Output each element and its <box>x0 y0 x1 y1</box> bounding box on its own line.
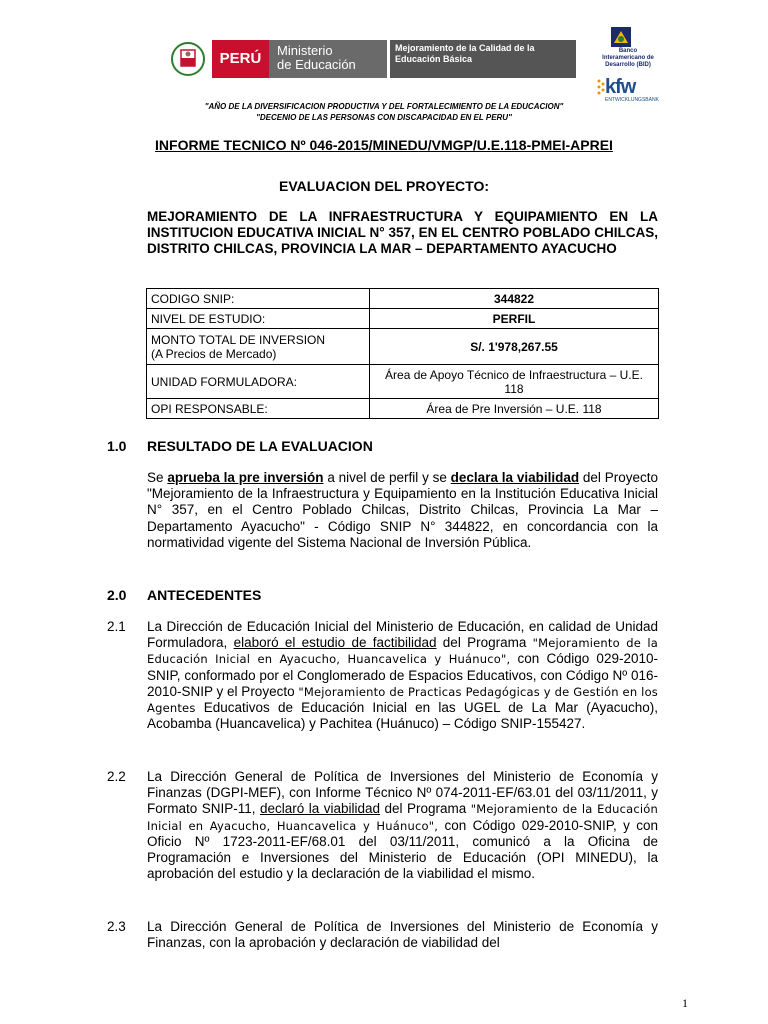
text-run: Educativos de Educación Inicial en las UGEL de La Mar (Ayacucho), Acobamba (Huancavelica) y Pachitea (Huánuco) – Código SNIP-155427. <box>147 700 658 732</box>
text-run: La Dirección de Educación Inicial del Ministerio de Educación, en calidad de Unidad Formuladora, <box>147 619 658 651</box>
unidad-value: Área de Apoyo Técnico de Infraestructura – U.E. 118 <box>370 365 659 399</box>
bid-text: Banco Interamericano de Desarrollo (BID) <box>602 48 654 68</box>
text-run: del Programa <box>380 801 471 817</box>
ministry-name <box>277 44 356 72</box>
ministry-line2: de Educación <box>277 57 356 72</box>
opi-value: Área de Pre Inversión – U.E. 118 <box>370 399 659 419</box>
codigo-label: CODIGO SNIP: <box>147 289 370 309</box>
peru-crest-icon <box>170 40 206 78</box>
nivel-label: NIVEL DE ESTUDIO: <box>147 309 370 329</box>
project-info-table <box>146 288 659 419</box>
page-number: 1 <box>682 996 688 1010</box>
section1-title: RESULTADO DE LA EVALUACION <box>147 438 373 454</box>
monto-label <box>147 329 370 365</box>
program-box: Mejoramiento de la Calidad de la Educación Básica <box>390 40 576 78</box>
text-run: Se <box>147 470 168 485</box>
monto-label-text: MONTO TOTAL DE INVERSION <box>151 332 326 347</box>
item-2-3-paragraph: La Dirección General de Política de Inversiones del Ministerio de Economía y Finanzas, con la aprobación y declaración de viabilidad del <box>147 919 658 951</box>
program-quote: "Mejoramiento de la Educación Inicial en Ayacucho, Huancavelica y Huánuco", <box>147 802 658 833</box>
monto-value: S/. 1'978,267.55 <box>370 329 659 365</box>
project-name: MEJORAMIENTO DE LA INFRAESTRUCTURA Y EQUIPAMIENTO EN LA INSTITUCION EDUCATIVA INICIAL N° 357, EN EL CENTRO POBLADO CHILCAS, DISTRITO CHILCAS, PROVINCIA LA MAR – DEPARTAMENTO AYACUCHO <box>147 209 658 256</box>
kfw-subtitle: ENTWICKLUNGSBANK <box>605 97 659 103</box>
project-quote: "Mejoramiento de Practicas Pedagógicas y de Gestión en los Agentes <box>147 684 658 716</box>
table-row <box>147 289 659 309</box>
item-2-1-paragraph <box>147 619 658 732</box>
table-row <box>147 399 659 419</box>
item-2-2-number: 2.2 <box>107 769 126 784</box>
project-quote: "Mejoramiento de la Infraestructura y Equipamiento en la Institución Educativa Inicial N° 357, en el Centro Poblado Chilcas, Distrito Chilcas, Provincia La Mar – Departamento Ayacucho" <box>147 486 658 534</box>
text-run: - Código SNIP N° 344822, en concordancia con la normatividad vigente del Sistema Nacional de Inversión Pública. <box>147 518 658 550</box>
factibility-text: elaboró el estudio de factibilidad <box>233 635 437 651</box>
slogan-year: "AÑO DE LA DIVERSIFICACION PRODUCTIVA Y DEL FORTALECIMIENTO DE LA EDUCACION" <box>204 102 564 111</box>
kfw-logo: kfw <box>605 76 636 98</box>
program-quote: "Mejoramiento de la Educación Inicial en Ayacucho, Huancavelica y Huánuco", <box>147 636 659 667</box>
unidad-label: UNIDAD FORMULADORA: <box>147 365 370 399</box>
evaluation-title: EVALUACION DEL PROYECTO: <box>278 178 490 194</box>
section1-number: 1.0 <box>107 438 127 454</box>
report-title: INFORME TECNICO Nº 046-2015/MINEDU/VMGP/U.E.118-PMEI-APREI <box>155 137 613 153</box>
text-run: del Programa <box>436 635 533 651</box>
section2-number: 2.0 <box>107 587 127 603</box>
bid-logo-icon <box>610 26 632 48</box>
peru-label: PERÚ <box>212 40 269 78</box>
viability-text: declara la viabilidad <box>450 470 580 485</box>
table-row <box>147 309 659 329</box>
text-run: del Proyecto <box>579 470 658 485</box>
item-2-1-number: 2.1 <box>107 619 126 634</box>
monto-label-line2: (A Precios de Mercado) <box>151 346 277 361</box>
nivel-value: PERFIL <box>370 309 659 329</box>
table-row <box>147 365 659 399</box>
text-run: con Código 029-2010-SNIP, conformado por el Conglomerado de Espacios Educativos, con Código Nº 016-2010-SNIP y el Proyecto <box>147 651 658 699</box>
approval-text: aprueba la pre inversión <box>167 470 324 485</box>
text-run: a nivel de perfil y se <box>323 470 451 485</box>
item-2-3-number: 2.3 <box>107 919 126 934</box>
text-run: con Código 029-2010-SNIP, y con Oficio Nº 1723-2011-EF/68.01 del 03/11/2011, comunicó a la Oficina de Programación e Inversiones del Ministerio de Educación (OPI MINEDU), la aprobación del estudio y la declaración de la viabilidad el mismo. <box>147 817 658 882</box>
ministry-line1: Ministerio <box>277 43 333 58</box>
section2-title: ANTECEDENTES <box>147 587 262 603</box>
viability-text: declaró la viabilidad <box>260 801 381 817</box>
section1-paragraph <box>147 470 658 551</box>
text-run: La Dirección General de Política de Inversiones del Ministerio de Economía y Finanzas (DGPI-MEF), con Informe Técnico Nº 074-2011-EF/63.01 del 03/11/2011, y Formato SNIP-11, <box>147 769 658 817</box>
opi-label: OPI RESPONSABLE: <box>147 399 370 419</box>
item-2-2-paragraph <box>147 769 658 882</box>
monto-label-line1 <box>151 333 365 347</box>
slogan-decade: "DECENIO DE LAS PERSONAS CON DISCAPACIDAD EN EL PERU" <box>256 113 512 122</box>
codigo-value: 344822 <box>370 289 659 309</box>
table-row <box>147 329 659 365</box>
